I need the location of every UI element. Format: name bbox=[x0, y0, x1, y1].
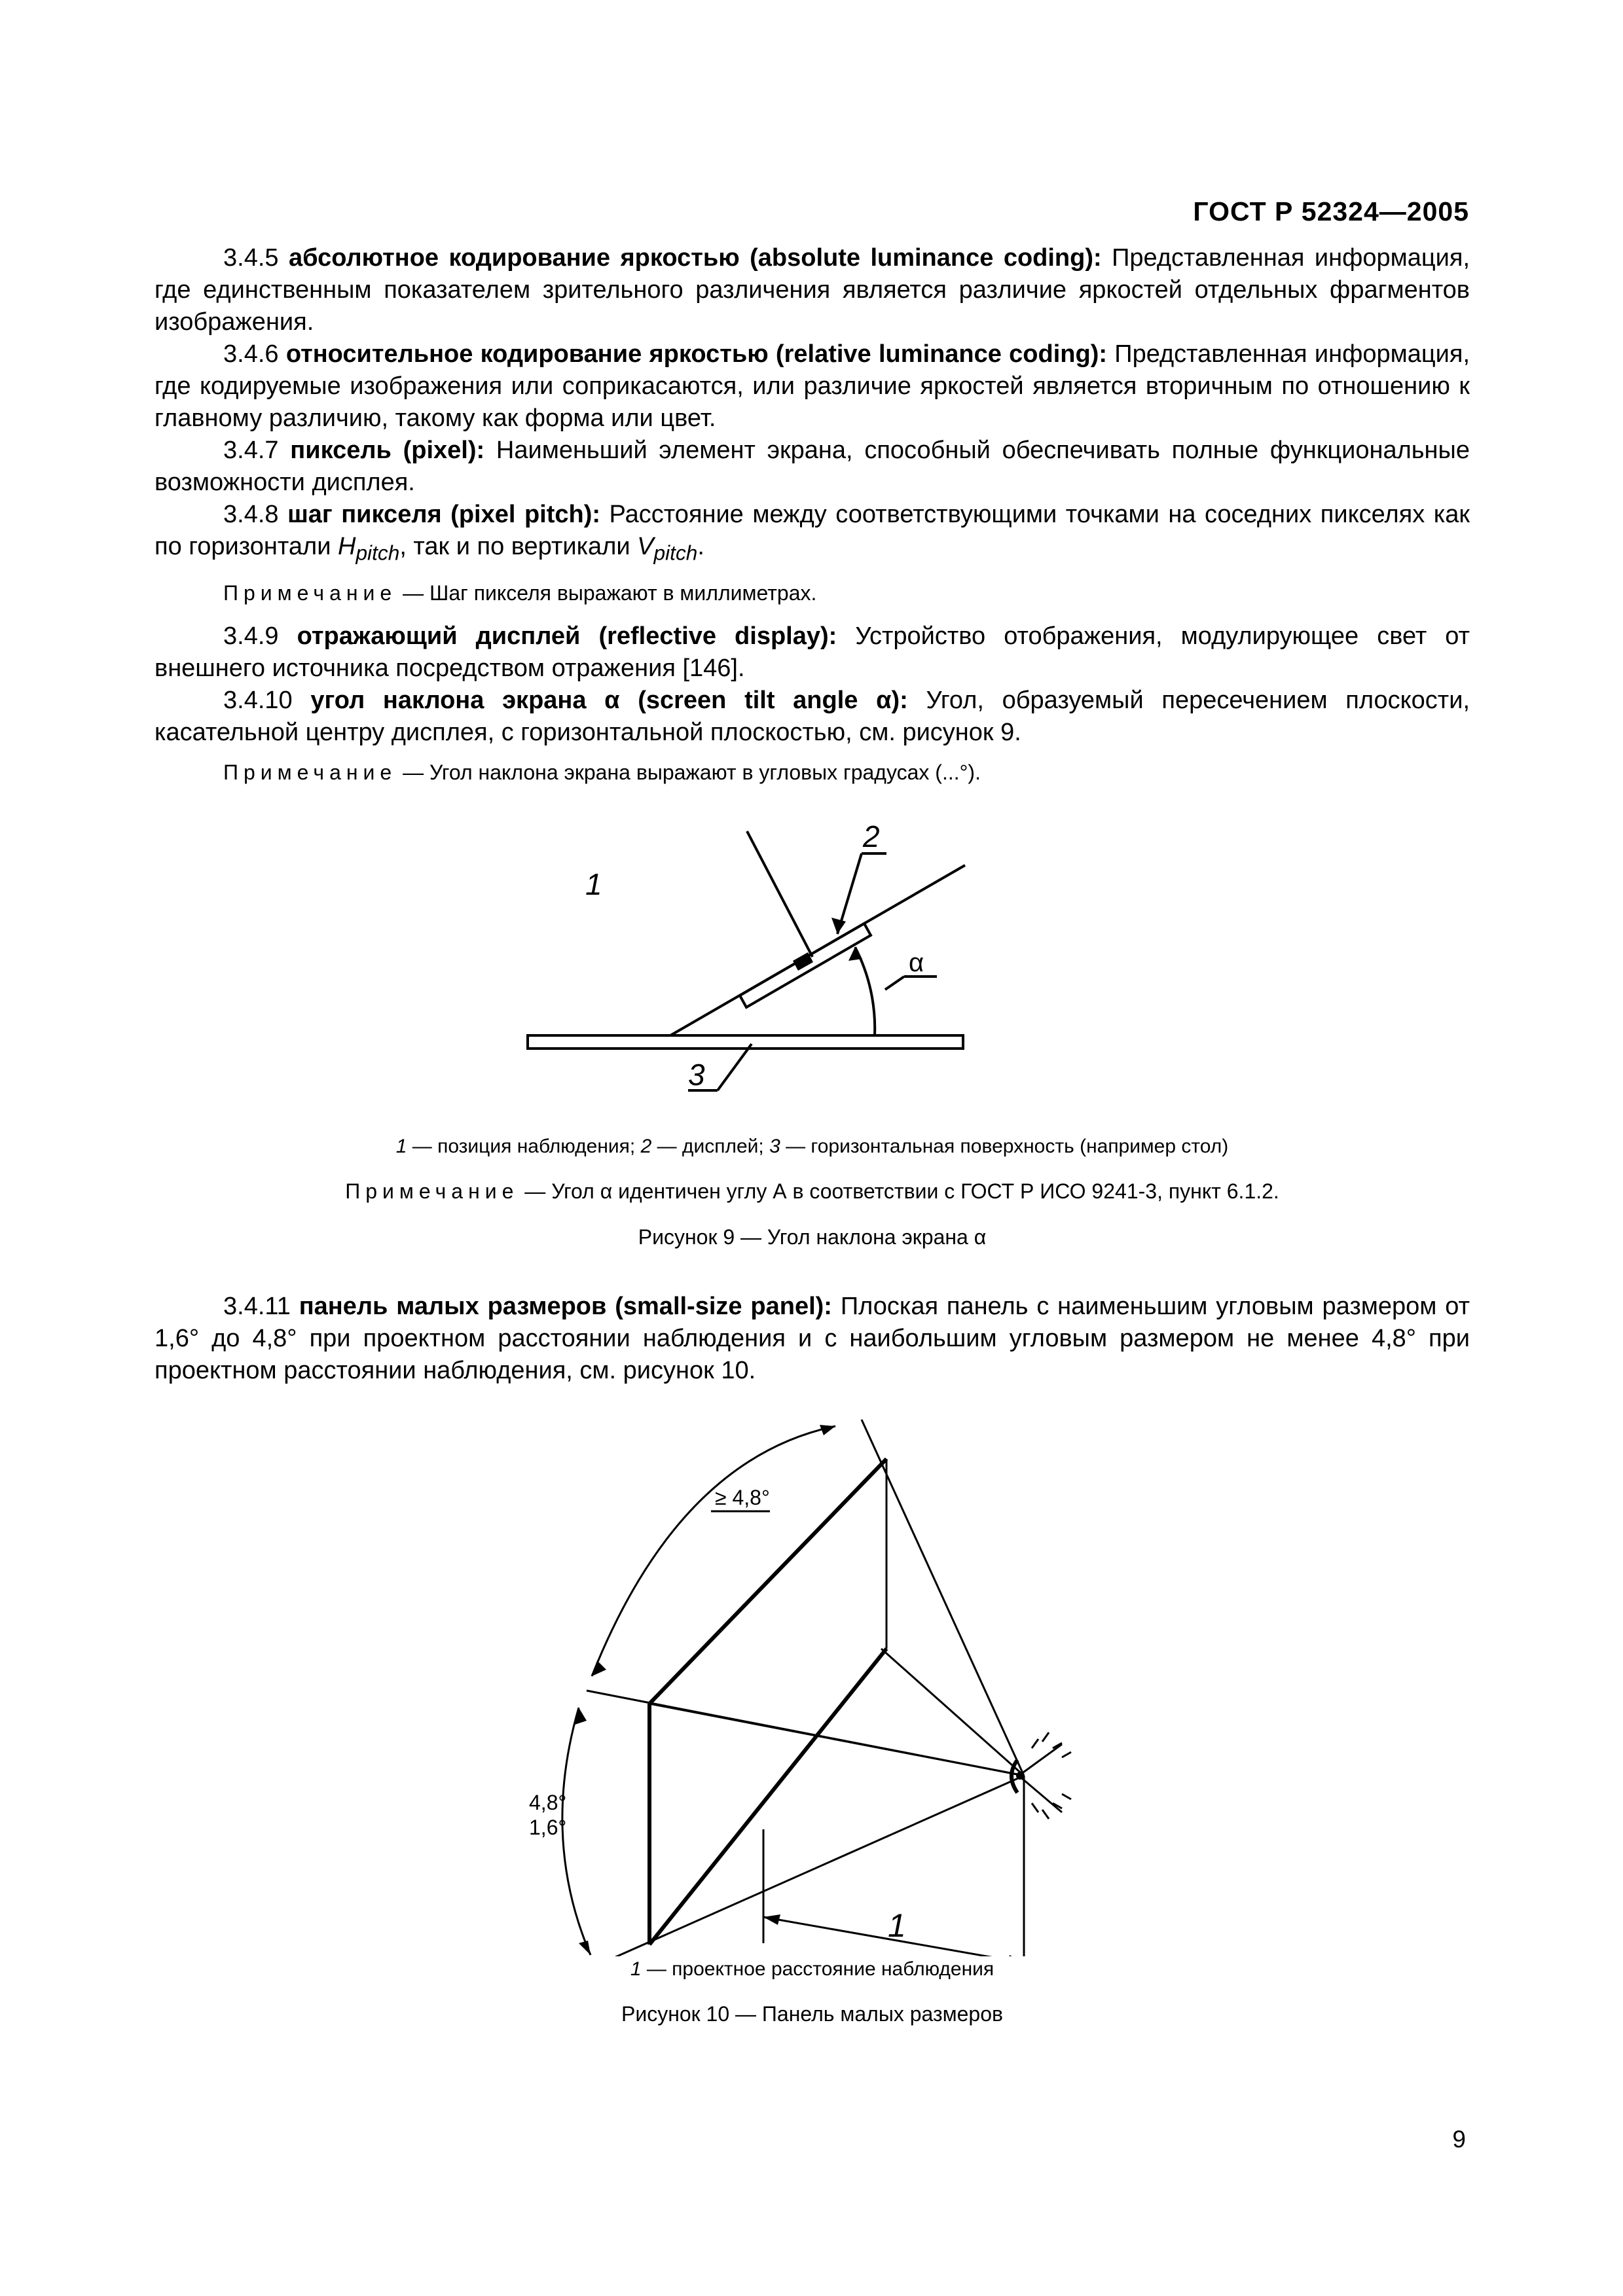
figure-10-diagram bbox=[155, 1387, 1470, 1956]
term-title: панель малых размеров (small-size panel): bbox=[299, 1292, 832, 1320]
label-3-leader bbox=[718, 1044, 752, 1090]
angle-left-label-2: 1,6° bbox=[529, 1815, 567, 1839]
term-3-4-5: 3.4.5 абсолютное кодирование яркостью (absolute luminance coding): Представленная информация, где единственным показателем зрительного различения является различие яркостей отдельных фрагментов изображения. bbox=[155, 244, 1470, 336]
label-alpha: α bbox=[909, 948, 924, 977]
term-title: абсолютное кодирование яркостью (absolute luminance coding): bbox=[288, 244, 1102, 272]
page-content bbox=[155, 242, 1470, 2028]
eye-point bbox=[1016, 1772, 1024, 1780]
angle-top-label: ≥ 4,8° bbox=[715, 1485, 770, 1509]
inner-ray bbox=[649, 1704, 1024, 1776]
figure-9-legend: 1 — позиция наблюдения; 2 — дисплей; 3 — горизонтальная поверхность (например стол) bbox=[395, 1135, 1229, 1157]
left-arc-arrow-bottom bbox=[579, 1941, 591, 1955]
figure-10-legend: 1 — проектное расстояние наблюдения bbox=[630, 1958, 994, 1980]
inner-ray-2 bbox=[881, 1649, 1024, 1776]
term-3-4-9: 3.4.9 отражающий дисплей (reflective display): Устройство отображения, модулирующее свет от внешнего источника посредством отражения [146]. bbox=[155, 622, 1470, 682]
bottom-left-ray bbox=[591, 1776, 1024, 1956]
term-3-4-8: 3.4.8 шаг пикселя (pixel pitch): Расстояние между соответствующими точками на соседних пикселях как по горизонтали $H_{pitch}$, так и по вертикали $V_{pitch}$. bbox=[155, 501, 1470, 565]
label-observer: 1 bbox=[585, 867, 602, 901]
label-display: 2 bbox=[863, 819, 880, 853]
distance-label: 1 bbox=[888, 1907, 906, 1944]
label-surface: 3 bbox=[688, 1057, 705, 1092]
eye-outline bbox=[1019, 1744, 1062, 1812]
alpha-arc bbox=[855, 947, 875, 1035]
term-title: отражающий дисплей (reflective display): bbox=[297, 622, 837, 650]
panel-bottom-edge bbox=[649, 1649, 886, 1945]
alpha-leader bbox=[885, 977, 904, 990]
eye-lashes bbox=[1032, 1732, 1071, 1819]
term-title: пиксель (pixel): bbox=[290, 437, 485, 464]
horizontal-surface bbox=[528, 1035, 963, 1049]
term-title: относительное кодирование яркостью (relative luminance coding): bbox=[285, 340, 1107, 368]
term-3-4-11: 3.4.11 панель малых размеров (small-size panel): Плоская панель с наименьшим угловым размером от 1,6° до 4,8° при проектном расстоянии наблюдения и с наибольшим угловым размером не менее 4,8° при проектном расстоянии наблюдения, см. рисунок 10. bbox=[155, 1292, 1470, 1384]
label-2-arrowhead bbox=[831, 918, 846, 934]
angle-left-label-1: 4,8° bbox=[529, 1790, 567, 1814]
term-3-4-6: 3.4.6 относительное кодирование яркостью (relative luminance coding): Представленная информация, где кодируемые изображения или соприкасаются, или различие яркостей является вторичным по отношению к главному различию, такому как форма или цвет. bbox=[155, 340, 1470, 432]
standard-designation: ГОСТ Р 52324—2005 bbox=[1193, 196, 1469, 226]
alpha-arrowhead bbox=[848, 947, 862, 961]
arc-arrow-right bbox=[820, 1425, 835, 1435]
figure-9-note: Примечание — Угол α идентичен углу А в соответствии с ГОСТ Р ИСО 9241-3, пункт 6.1.2. bbox=[345, 1179, 1279, 1203]
term-title: шаг пикселя (pixel pitch): bbox=[287, 501, 601, 528]
figure-9-caption: Рисунок 9 — Угол наклона экрана α bbox=[638, 1225, 987, 1249]
left-angle-arc bbox=[562, 1708, 591, 1955]
dim-arrow-left bbox=[763, 1914, 780, 1925]
term-3-4-7: 3.4.7 пиксель (pixel): Наименьший элемент экрана, способный обеспечивать полные функциональные возможности дисплея. bbox=[155, 437, 1470, 496]
view-ray bbox=[747, 831, 812, 957]
figure-10-caption: Рисунок 10 — Панель малых размеров bbox=[621, 2001, 1004, 2026]
page-number: 9 bbox=[1452, 2126, 1466, 2153]
note-tilt-angle: Примечание — Угол наклона экрана выражают в угловых градусах (...°). bbox=[223, 760, 981, 784]
figure-10 bbox=[155, 1387, 1470, 2028]
figure-9 bbox=[155, 800, 1470, 1251]
figure-9-diagram bbox=[155, 800, 1470, 1134]
term-title: угол наклона экрана α (screen tilt angle α): bbox=[310, 686, 908, 714]
note-pixel-pitch: Примечание — Шаг пикселя выражают в миллиметрах. bbox=[223, 581, 817, 605]
term-3-4-10: 3.4.10 угол наклона экрана α (screen tilt angle α): Угол, образуемый пересечением плоскости, касательной центру дисплея, с горизонтальной плоскостью, см. рисунок 9. bbox=[155, 686, 1470, 746]
